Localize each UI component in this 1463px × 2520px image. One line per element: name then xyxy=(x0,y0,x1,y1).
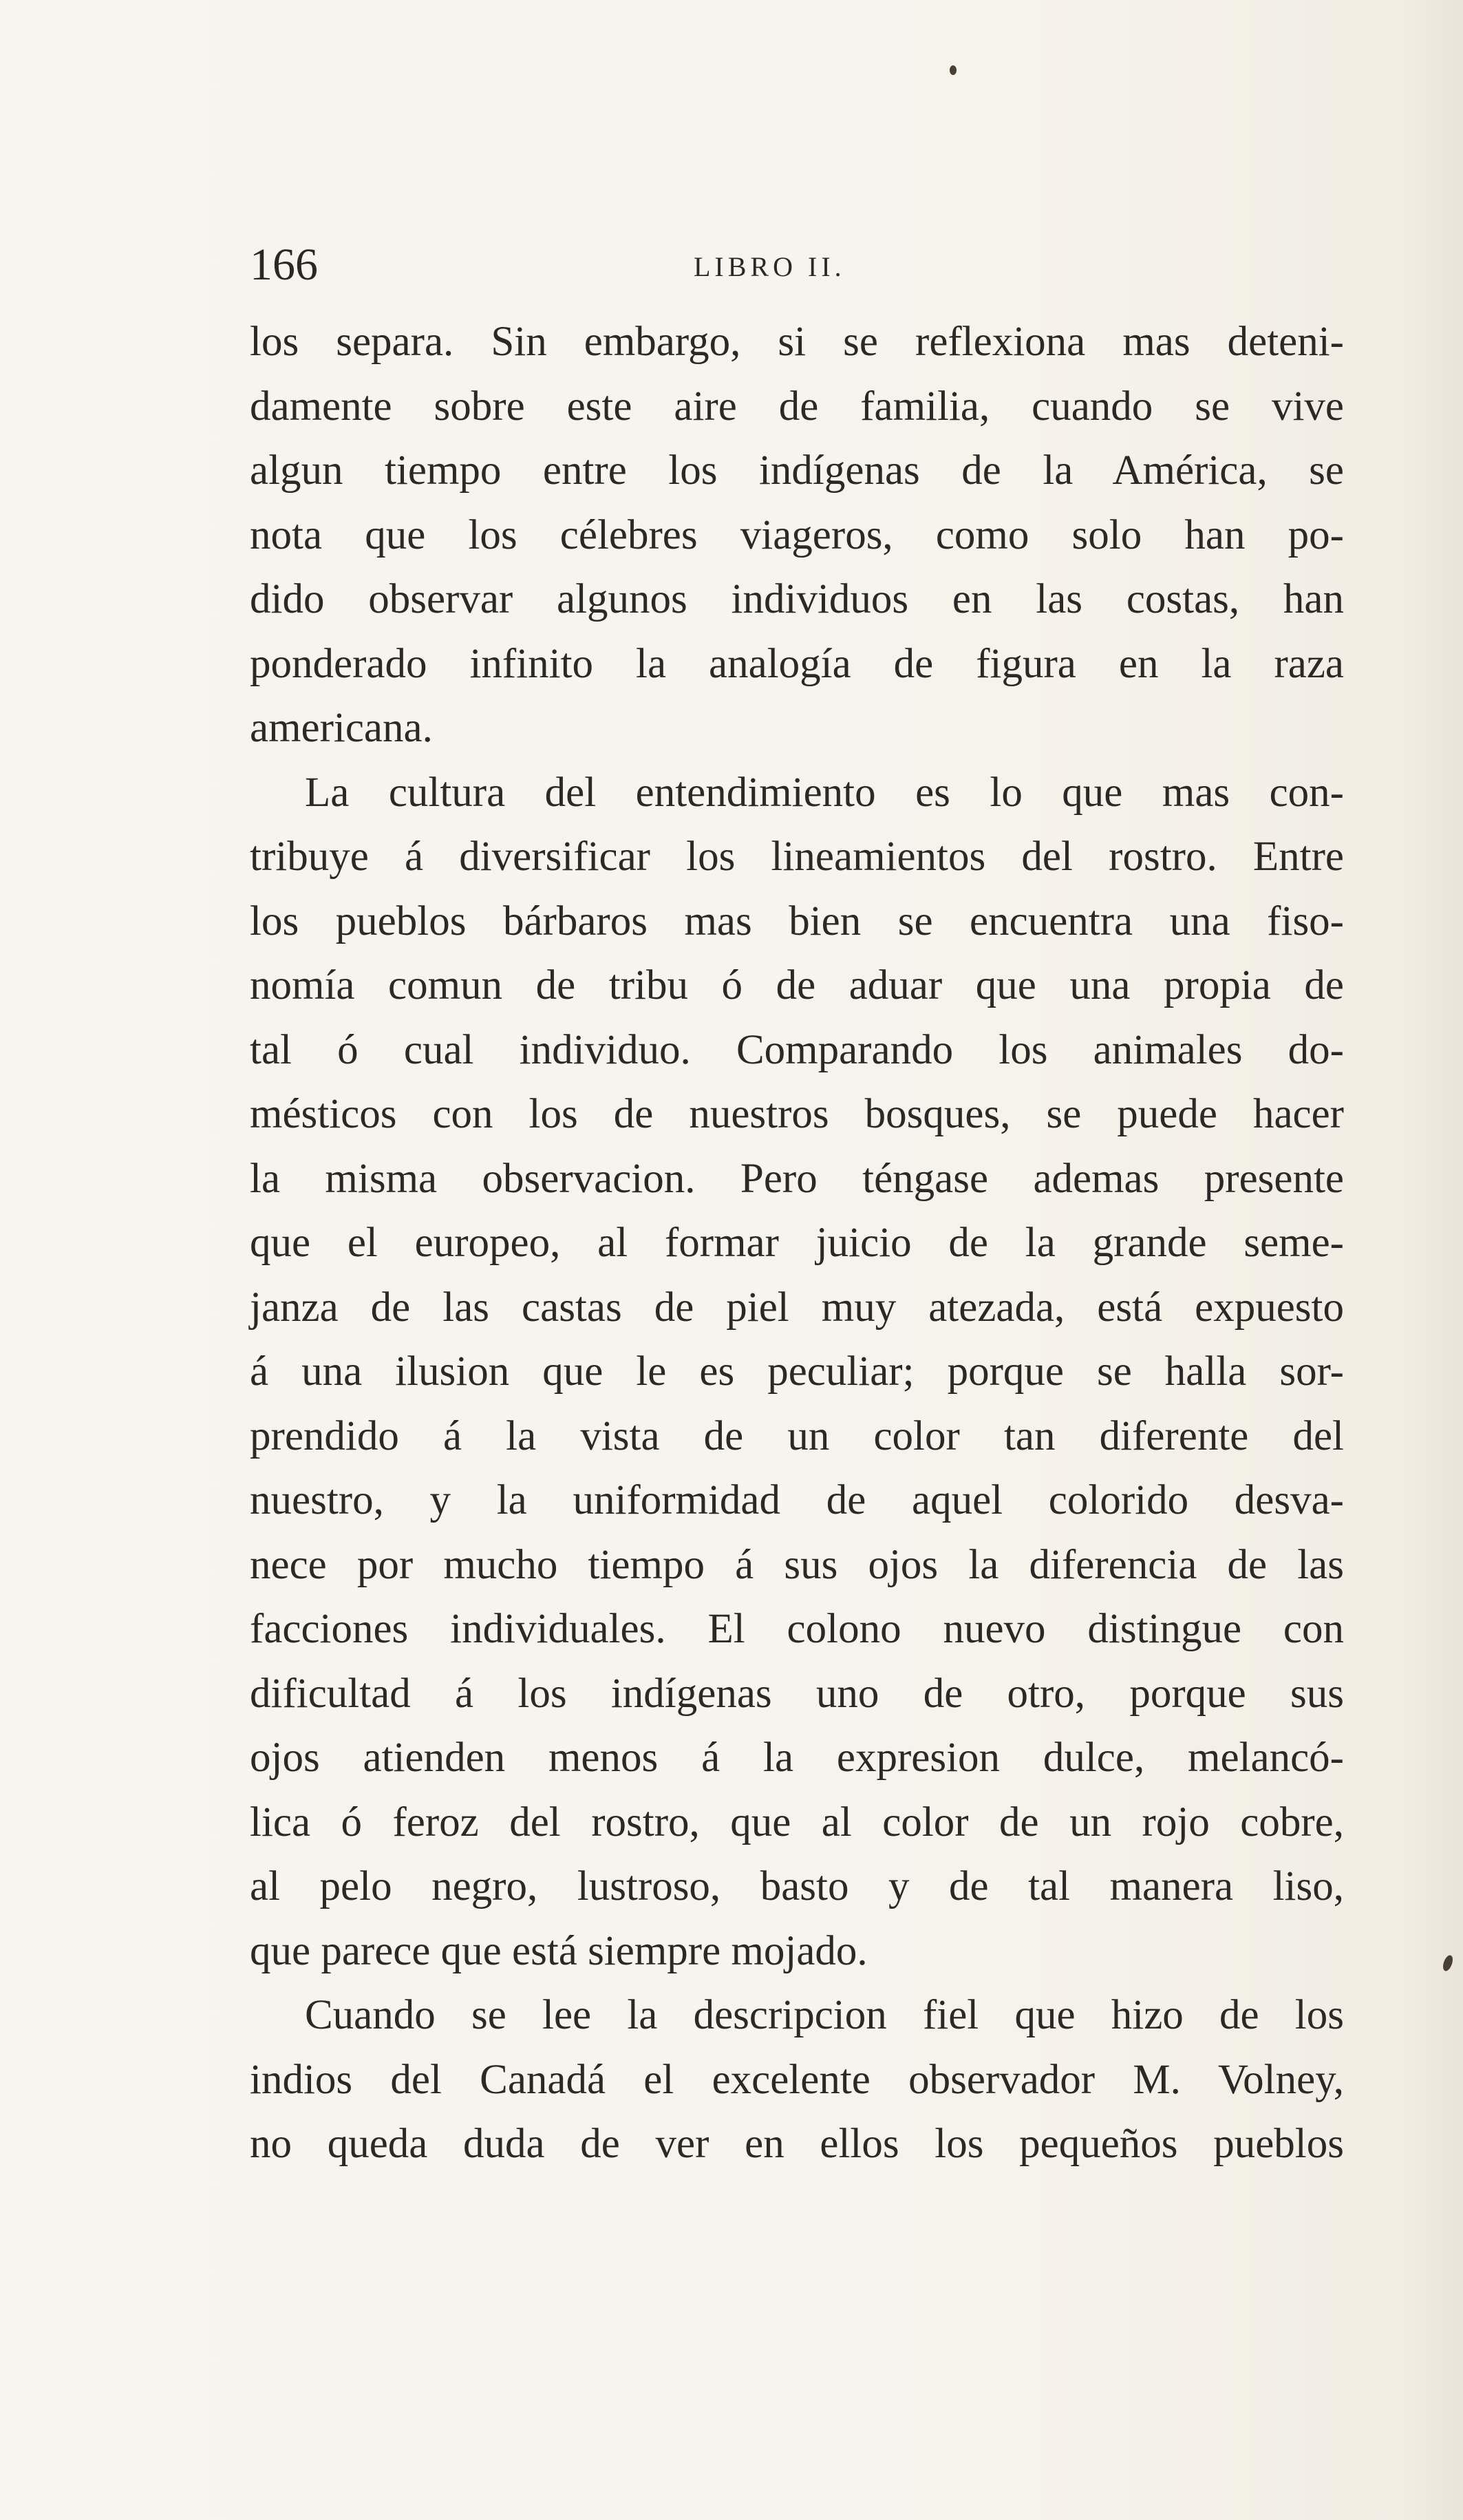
text-line: ponderado infinito la analogía de figura en la raza xyxy=(250,640,1344,687)
text-line: al pelo negro, lustroso, basto y de tal manera liso, xyxy=(250,1863,1344,1909)
text-line: á una ilusion que le es peculiar; porque se halla sor- xyxy=(250,1348,1344,1395)
text-line: no queda duda de ver en ellos los pequeños pueblos xyxy=(250,2121,1344,2167)
text-line: que parece que está siempre mojado. xyxy=(250,1927,868,1974)
text-line: nota que los célebres viageros, como solo han po- xyxy=(250,511,1344,558)
text-line: facciones individuales. El colono nuevo distingue con xyxy=(250,1606,1344,1652)
paragraph xyxy=(250,310,1344,761)
paragraph xyxy=(250,1983,1344,2177)
text-line: nomía comun de tribu ó de aduar que una propia de xyxy=(250,962,1344,1008)
text-line: americana. xyxy=(250,705,433,751)
body-text xyxy=(250,310,1344,2177)
text-line: los pueblos bárbaros mas bien se encuentra una fiso- xyxy=(250,898,1344,944)
text-line: los separa. Sin embargo, si se reflexiona mas deteni- xyxy=(250,319,1344,365)
page-header xyxy=(250,237,1344,293)
text-line: indios del Canadá el excelente observador M. Volney, xyxy=(250,2056,1344,2103)
text-line: mésticos con los de nuestros bosques, se puede hacer xyxy=(250,1091,1344,1137)
text-line: janza de las castas de piel muy atezada, está expuesto xyxy=(250,1284,1344,1331)
paragraph xyxy=(250,761,1344,1984)
running-head: LIBRO II. xyxy=(694,251,846,282)
text-line: la misma observacion. Pero téngase ademas presente xyxy=(250,1155,1344,1202)
text-line: Cuando se lee la descripcion fiel que hizo de los xyxy=(305,1992,1344,2038)
text-line: nece por mucho tiempo á sus ojos la diferencia de las xyxy=(250,1541,1344,1588)
text-line: lica ó feroz del rostro, que al color de un rojo cobre, xyxy=(250,1799,1344,1845)
ink-speck-margin xyxy=(1441,1954,1454,1973)
text-line: damente sobre este aire de familia, cuando se vive xyxy=(250,383,1344,430)
page-number: 166 xyxy=(250,240,318,290)
text-line: prendido á la vista de un color tan diferente del xyxy=(250,1412,1344,1459)
text-line: nuestro, y la uniformidad de aquel colorido desva- xyxy=(250,1477,1344,1523)
text-line: dificultad á los indígenas uno de otro, porque sus xyxy=(250,1670,1344,1717)
text-line: que el europeo, al formar juicio de la grande seme- xyxy=(250,1220,1344,1266)
text-line: tribuye á diversificar los lineamientos del rostro. Entre xyxy=(250,834,1344,880)
text-line: tal ó cual individuo. Comparando los animales do- xyxy=(250,1026,1344,1073)
text-line: algun tiempo entre los indígenas de la América, se xyxy=(250,447,1344,494)
text-line: dido observar algunos individuos en las costas, han xyxy=(250,576,1344,622)
text-line: ojos atienden menos á la expresion dulce, melancó- xyxy=(250,1735,1344,1781)
text-line: La cultura del entendimiento es lo que mas con- xyxy=(305,769,1344,816)
ink-speck-top xyxy=(950,65,957,75)
